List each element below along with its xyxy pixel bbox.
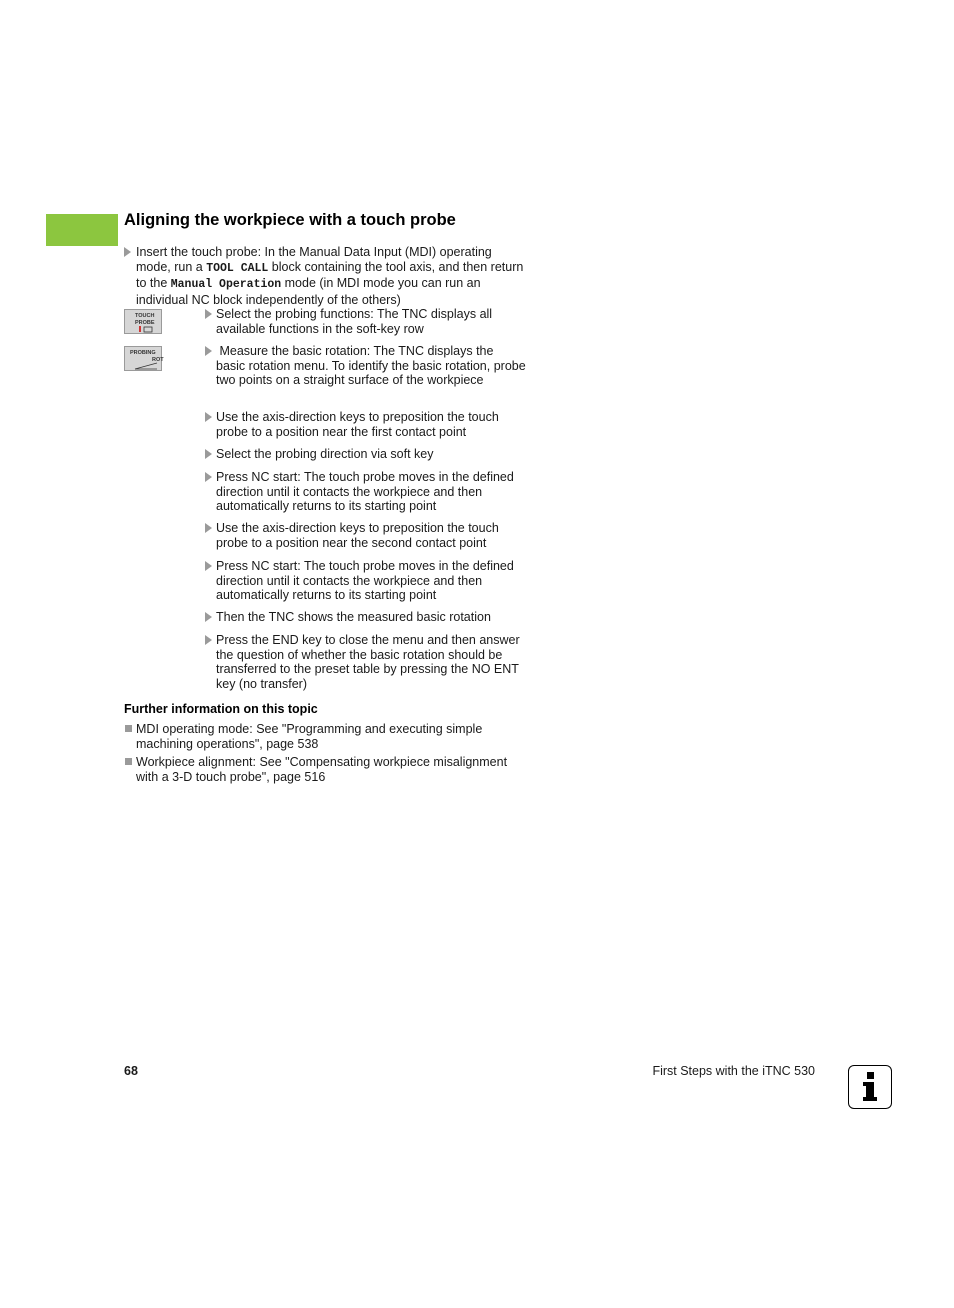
page-number: 68 bbox=[124, 1064, 138, 1078]
arrow-bullet-icon bbox=[205, 472, 212, 482]
section-heading: Aligning the workpiece with a touch probe bbox=[124, 211, 456, 229]
intro-paragraph bbox=[136, 245, 526, 307]
arrow-bullet-icon bbox=[205, 449, 212, 459]
step-item: Press the END key to close the menu and then answer the question of whether the basic rotation should be transferred to the preset table by pressing the NO ENT key (no transfer) bbox=[216, 633, 520, 691]
arrow-bullet-icon bbox=[205, 309, 212, 319]
further-info-heading: Further information on this topic bbox=[124, 702, 318, 716]
arrow-bullet-icon bbox=[205, 635, 212, 645]
further-info-item: Workpiece alignment: See "Compensating workpiece misalignment with a 3-D touch probe", page 516 bbox=[136, 755, 508, 784]
step-item: Use the axis-direction keys to preposition the touch probe to a position near the second contact point bbox=[216, 521, 499, 550]
softkey-label: PROBING bbox=[130, 350, 156, 356]
arrow-bullet-icon bbox=[205, 346, 212, 356]
probing-rot-softkey bbox=[124, 346, 162, 371]
arrow-bullet-icon bbox=[205, 561, 212, 571]
arrow-bullet-icon bbox=[205, 612, 212, 622]
step-item: Measure the basic rotation: The TNC displays the basic rotation menu. To identify the basic rotation, probe two points on a straight surface of the workpiece bbox=[216, 344, 530, 387]
step-item: Use the axis-direction keys to preposition the touch probe to a position near the first contact point bbox=[216, 410, 499, 439]
step-item: Press NC start: The touch probe moves in the defined direction until it contacts the workpiece and then automatically returns to its starting point bbox=[216, 470, 514, 513]
rotation-icon bbox=[133, 360, 159, 370]
step-item: Select the probing functions: The TNC displays all available functions in the soft-key row bbox=[216, 307, 493, 336]
softkey-label: PROBE bbox=[135, 320, 155, 326]
square-bullet-icon bbox=[125, 725, 132, 732]
book-title: First Steps with the iTNC 530 bbox=[652, 1064, 815, 1078]
touch-probe-softkey bbox=[124, 309, 162, 334]
step-item: Then the TNC shows the measured basic rotation bbox=[216, 610, 491, 624]
code-tool-call: TOOL CALL bbox=[206, 261, 269, 275]
info-icon bbox=[848, 1065, 892, 1109]
arrow-bullet-icon bbox=[205, 523, 212, 533]
intro-text-2: block containing the tool axis, and then return to the bbox=[136, 259, 524, 290]
intro-text-3: mode (in MDI mode you can run an individual NC block independently of the others) bbox=[136, 276, 481, 307]
further-info-item: MDI operating mode: See "Programming and executing simple machining operations", page 538 bbox=[136, 722, 483, 751]
step-item: Select the probing direction via soft key bbox=[216, 447, 434, 461]
step-item: Press NC start: The touch probe moves in the defined direction until it contacts the workpiece and then automatically returns to its starting point bbox=[216, 559, 514, 602]
arrow-bullet-icon bbox=[124, 247, 131, 257]
softkey-label: ROT bbox=[152, 357, 164, 363]
intro-text-1: Insert the touch probe: In the Manual Data Input (MDI) operating mode, run a bbox=[136, 245, 492, 274]
chapter-tab bbox=[46, 214, 118, 246]
probe-icon bbox=[137, 326, 153, 333]
code-manual-operation: Manual Operation bbox=[170, 278, 282, 291]
softkey-label: TOUCH bbox=[135, 313, 155, 319]
square-bullet-icon bbox=[125, 758, 132, 765]
arrow-bullet-icon bbox=[205, 412, 212, 422]
